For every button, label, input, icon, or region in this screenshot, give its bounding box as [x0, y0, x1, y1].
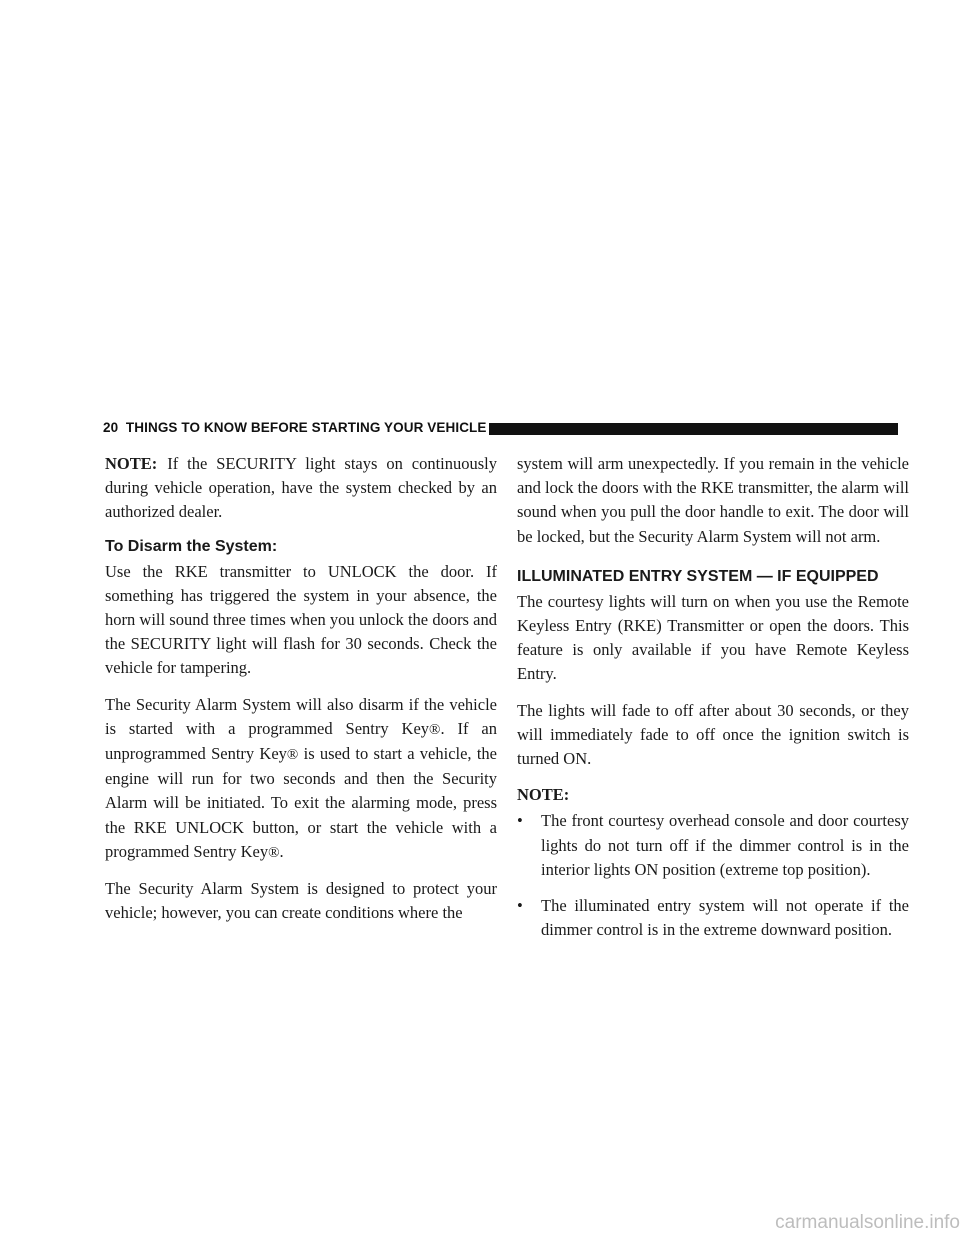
- security-light-note: [105, 452, 497, 525]
- section-title: THINGS TO KNOW BEFORE STARTING YOUR VEHICLE: [125, 420, 487, 435]
- disarm-p2-part-b: . If an unprogrammed Sentry Key: [105, 718, 497, 764]
- disarm-p2-part-a: The Security Alarm System will also disarm if the vehicle is started with a programmed Sentry Key: [105, 694, 497, 738]
- disarm-paragraph-3: The Security Alarm System is designed to protect your vehicle; however, you can create conditions where the: [105, 879, 497, 923]
- bullet-icon: •: [517, 811, 523, 831]
- bullet-text: The illuminated entry system will not operate if the dimmer control is in the extreme downward position.: [541, 896, 909, 940]
- page-number: 20: [103, 420, 119, 435]
- bullet-icon: •: [517, 896, 523, 916]
- list-item: [517, 809, 909, 882]
- trademark-symbol: ®: [429, 721, 441, 738]
- trademark-symbol: ®: [286, 747, 299, 764]
- note-title: NOTE:: [517, 785, 570, 805]
- disarm-p2-part-d: .: [279, 841, 284, 861]
- page-header: [103, 419, 898, 439]
- list-item: [517, 894, 909, 942]
- note-bullet-list: [517, 809, 909, 942]
- illuminated-entry-paragraph-1: The courtesy lights will turn on when you use the Remote Keyless Entry (RKE) Transmitter or open the doors. This feature is only available if you have Remote Keyless Entry.: [517, 591, 909, 684]
- note-label: NOTE:: [105, 454, 158, 473]
- disarm-paragraph-1: Use the RKE transmitter to UNLOCK the door. If something has triggered the system in your absence, the horn will sound three times when you unlock the doors and the SECURITY light will flash for 30 seconds. Check the vehicle for tampering.: [105, 561, 497, 678]
- left-column: [105, 452, 497, 925]
- trademark-symbol: ®: [268, 844, 280, 861]
- bullet-text: The front courtesy overhead console and door courtesy lights do not turn off if the dimmer control is in the interior lights ON position (extreme top position).: [541, 811, 909, 879]
- disarm-p2-part-c: is used to start a vehicle, the engine will run for two seconds and then the Security Alarm will be initiated. To exit the alarming mode, press the RKE UNLOCK button, or start the vehicle with a programmed Sentry Key: [105, 744, 497, 861]
- page-header-label: [103, 420, 487, 435]
- header-rule-bar: [489, 423, 898, 435]
- illuminated-entry-paragraph-2: The lights will fade to off after about 30 seconds, or they will immediately fade to off once the ignition switch is turned ON.: [517, 700, 909, 769]
- continued-paragraph: system will arm unexpectedly. If you remain in the vehicle and lock the doors with the RKE transmitter, the alarm will sound when you pull the door handle to exit. The door will be locked, but the Security Alarm System will not arm.: [517, 454, 909, 546]
- disarm-heading: To Disarm the System:: [105, 537, 278, 555]
- disarm-paragraph-2: [105, 693, 497, 865]
- note-text: If the SECURITY light stays on continuously during vehicle operation, have the system checked by an authorized dealer.: [105, 454, 497, 522]
- watermark: carmanualsonline.info: [775, 1212, 960, 1233]
- right-column: [517, 452, 909, 954]
- illuminated-entry-heading: ILLUMINATED ENTRY SYSTEM — IF EQUIPPED: [517, 567, 879, 585]
